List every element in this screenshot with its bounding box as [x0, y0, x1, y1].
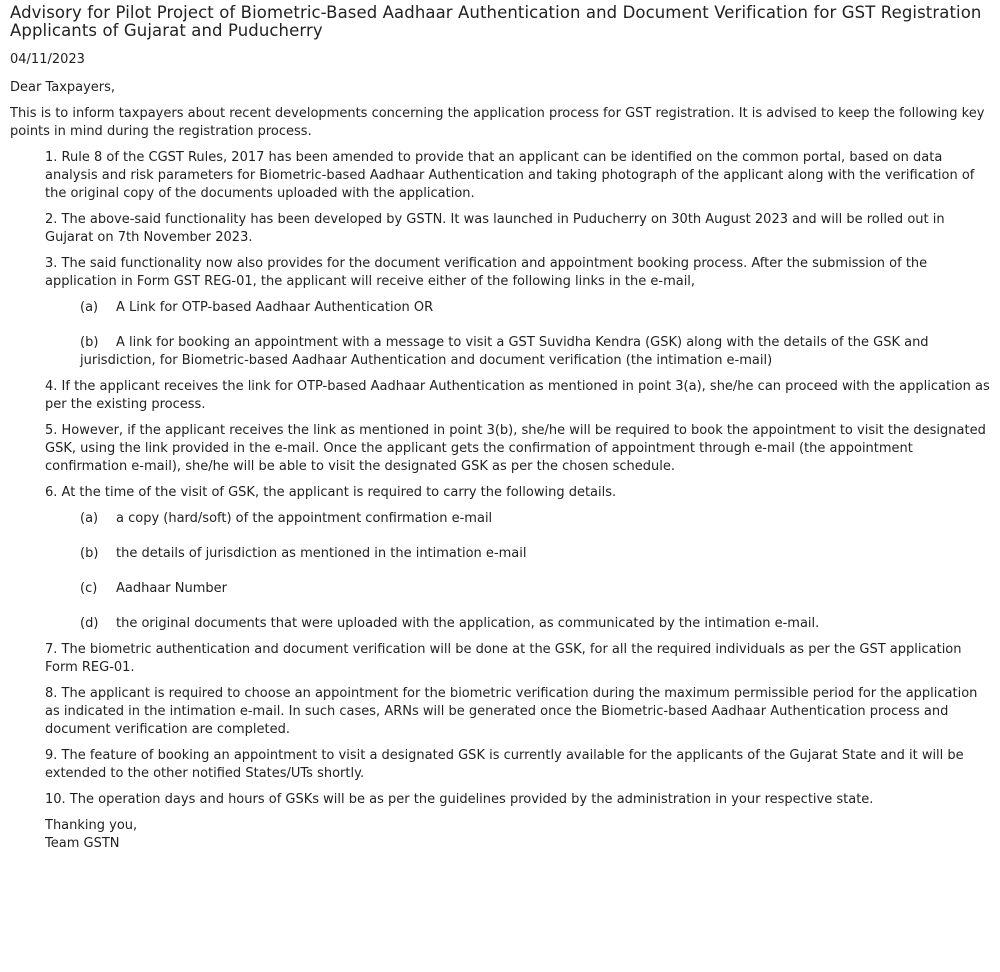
point-5: 5. However, if the applicant receives the link as mentioned in point 3(b), she/he will be required to book the appointment to visit the designated GSK, using the link provided in the e-mail. Once the applicant gets the confirmation of appointment through e-mail (the appointment confirmation e-mail), she/he will be able to visit the designated GSK as per the chosen schedule. [45, 423, 986, 474]
subitem-text: A Link for OTP-based Aadhaar Authentication OR [116, 300, 434, 315]
point-6 [45, 484, 990, 633]
point-3-text: 3. The said functionality now also provides for the document verification and appointment booking process. After the submission of the application in Form GST REG-01, the applicant will receive either of the following links in the e-mail, [45, 256, 928, 289]
subitem-text: Aadhaar Number [116, 581, 227, 596]
subitem-label: (b) [80, 546, 99, 561]
subitem-text: the original documents that were uploaded with the application, as communicated by the intimation e-mail. [116, 616, 820, 631]
point-7: 7. The biometric authentication and document verification will be done at the GSK, for all the required individuals as per the GST application Form REG-01. [45, 642, 962, 675]
point-3 [45, 255, 990, 370]
intro-paragraph: This is to inform taxpayers about recent developments concerning the application process for GST registration. It is advised to keep the following key points in mind during the registration process. [10, 106, 985, 139]
subitem-text: a copy (hard/soft) of the appointment confirmation e-mail [116, 511, 493, 526]
subitem-label: (a) [80, 511, 99, 526]
advisory-title: Advisory for Pilot Project of Biometric-Based Aadhaar Authentication and Document Verification for GST Registration Applicants of Gujarat and Puducherry [10, 3, 982, 40]
point-4: 4. If the applicant receives the link for OTP-based Aadhaar Authentication as mentioned in point 3(a), she/he can proceed with the application as per the existing process. [45, 379, 990, 412]
point-2: 2. The above-said functionality has been developed by GSTN. It was launched in Puducherry on 30th August 2023 and will be rolled out in Gujarat on 7th November 2023. [45, 212, 945, 245]
subitem-label: (d) [80, 616, 99, 631]
subitem-label: (b) [80, 335, 99, 350]
point-1: 1. Rule 8 of the CGST Rules, 2017 has been amended to provide that an applicant can be identified on the common portal, based on data analysis and risk parameters for Biometric-based Aadhaar Authentication and taking photograph of the applicant along with the verification of the original copy of the documents uploaded with the application. [45, 150, 975, 201]
advisory-date: 04/11/2023 [10, 52, 85, 67]
point-6-subitem-c [80, 580, 990, 598]
key-points-list [45, 149, 990, 809]
point-6-sublist [80, 510, 990, 633]
closing-block [45, 817, 990, 853]
point-3-subitem-b [80, 334, 990, 370]
point-6-subitem-a [80, 510, 990, 528]
greeting: Dear Taxpayers, [10, 80, 116, 95]
point-9: 9. The feature of booking an appointment to visit a designated GSK is currently available for the applicants of the Gujarat State and it will be extended to the other notified States/UTs shortly. [45, 748, 964, 781]
point-8: 8. The applicant is required to choose an appointment for the biometric verification during the maximum permissible period for the application as indicated in the intimation e-mail. In such cases, ARNs will be generated once the Biometric-based Aadhaar Authentication process and document verification are completed. [45, 686, 978, 737]
point-10: 10. The operation days and hours of GSKs will be as per the guidelines provided by the administration in your respective state. [45, 792, 874, 807]
point-3-sublist [80, 299, 990, 370]
point-6-subitem-b [80, 545, 990, 563]
subitem-label: (a) [80, 300, 99, 315]
subitem-text: A link for booking an appointment with a message to visit a GST Suvidha Kendra (GSK) along with the details of the GSK and jurisdiction, for Biometric-based Aadhaar Authentication and document verification (the intimation e-mail) [80, 335, 929, 368]
point-6-subitem-d [80, 615, 990, 633]
signature: Team GSTN [45, 836, 120, 851]
closing-text: Thanking you, [45, 818, 138, 833]
point-6-text: 6. At the time of the visit of GSK, the applicant is required to carry the following details. [45, 485, 617, 500]
point-3-subitem-a [80, 299, 990, 317]
subitem-text: the details of jurisdiction as mentioned in the intimation e-mail [116, 546, 527, 561]
subitem-label: (c) [80, 581, 98, 596]
